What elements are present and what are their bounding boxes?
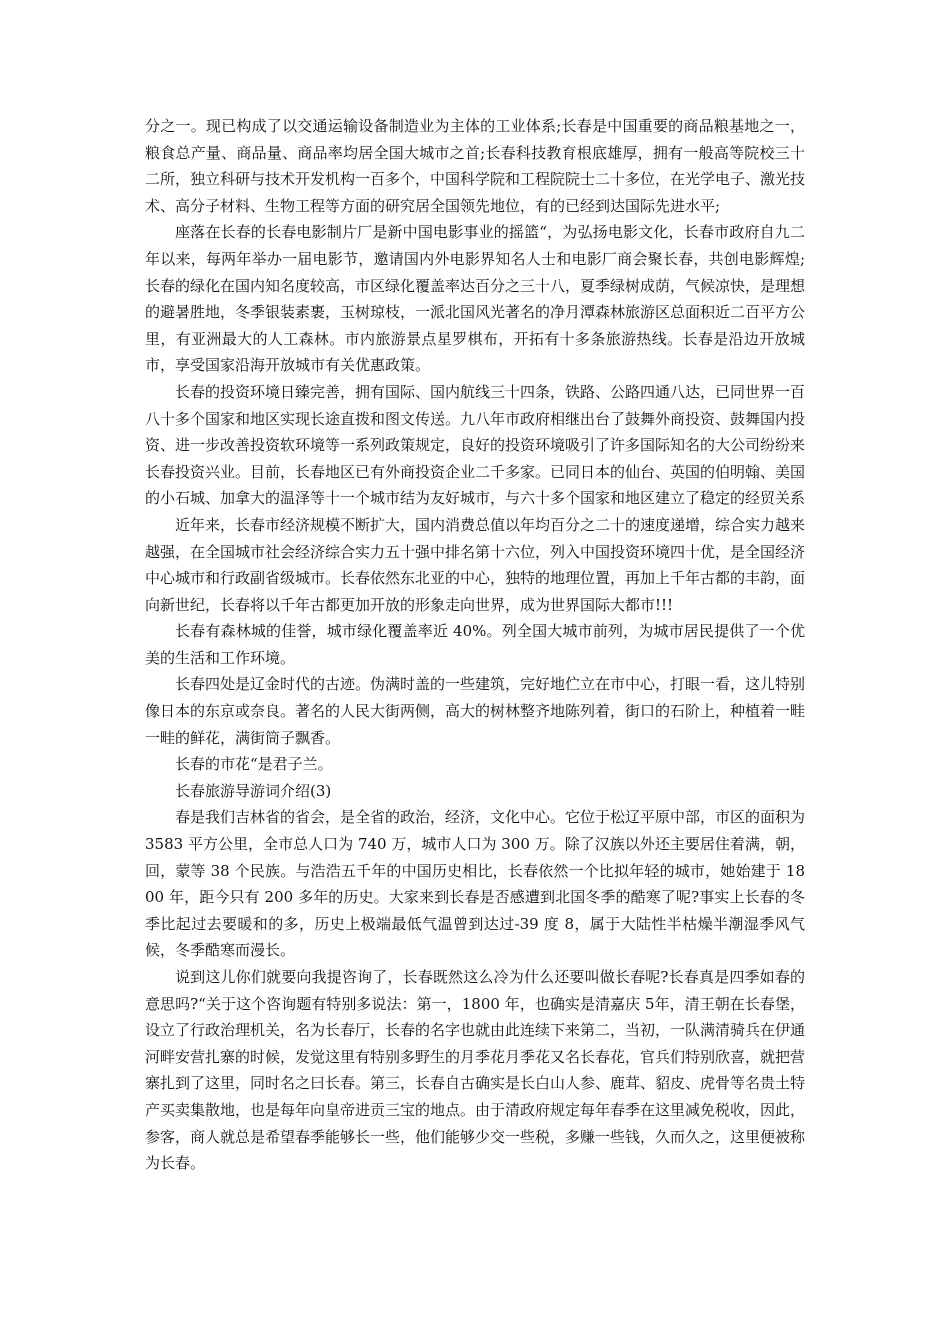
paragraph-name-origin: 说到这儿你们就要向我提咨询了，长春既然这么冷为什么还要叫做长春呢?长春真是四季如春的意思吗?“关于这个咨询题有特别多说法：第一，1800 年，也确实是清嘉庆 5年，清王朝在长春堡，设立了行政治理机关，名为长春厅，长春的名字也就由此连续下来第二，当初，一队满清骑兵在伊通河畔安营扎寨的时候，发觉这里有特别多野生的月季花月季花又名长春花，官兵们特别欣喜，就把营寨扎到了这里，同时名之曰长春。第三，长春自古确实是长白山人参、鹿茸、貂皮、虎骨等名贵土特产买卖集散地，也是每年向皇帝进贡三宝的地点。由于清政府规定每年春季在这里减免税收，因此，参客，商人就总是希望春季能够长一些，他们能够少交一些税，多赚一些钱，久而久之，这里便被称为长春。 — [145, 968, 806, 1173]
paragraph-film-greening: 座落在长春的长春电影制片厂是新中国电影事业的摇篮“，为弘扬电影文化，长春市政府自九二年以来，每两年举办一届电影节，邀请国内外电影界知名人士和电影厂商会聚长春，共创电影辉煌;长春的绿化在国内知名度较高，市区绿化覆盖率达百分之三十八，夏季绿树成荫，气候凉快，是理想的避暑胜地，冬季银装素裹，玉树琼枝，一派北国风光著名的净月潭森林旅游区总面积近二百平方公里，有亚洲最大的人工森林。市内旅游景点星罗棋布，开拓有十多条旅游热线。长春是沿边开放城市，享受国家沿海开放城市有关优惠政策。 — [145, 223, 806, 375]
section-heading: 长春旅游导游词介绍(3) — [175, 781, 332, 800]
paragraph-investment: 长春的投资环境日臻完善，拥有国际、国内航线三十四条，铁路、公路四通八达，已同世界一百八十多个国家和地区实现长途直拨和图文传送。九八年市政府相继出台了鼓舞外商投资、鼓舞国内投资、进一步改善投资软环境等一系列政策规定，良好的投资环境吸引了许多国际知名的大公司纷纷来长春投资兴业。目前，长春地区已有外商投资企业二千多家。已同日本的仙台、英国的伯明翰、美国的小石城、加拿大的温泽等十一个城市结为友好城市，与六十多个国家和地区建立了稳定的经贸关系 — [145, 382, 806, 508]
paragraph-historic-sites: 长春四处是辽金时代的古迹。伪满时盖的一些建筑，完好地伫立在市中心，打眼一看，这儿特别像日本的东京或奈良。著名的人民大街两侧，高大的树林整齐地陈列着，街口的石阶上，种植着一畦一畦的鲜花，满街筒子飘香。 — [145, 675, 806, 747]
document-body — [145, 113, 805, 1177]
paragraph-economy: 近年来，长春市经济规模不断扩大，国内消费总值以年均百分之二十的速度递增，综合实力越来越强，在全国城市社会经济综合实力五十强中排名第十六位，列入中国投资环境四十优，是全国经济中心城市和行政副省级城市。长春依然东北亚的中心，独特的地理位置，再加上千年古都的丰韵，面向新世纪，长春将以千年古都更加开放的形象走向世界，成为世界国际大都市!!! — [145, 515, 806, 614]
paragraph-city-flower: 长春的市花“是君子兰。 — [175, 755, 333, 774]
paragraph-overview: 春是我们吉林省的省会，是全省的政治，经济，文化中心。它位于松辽平原中部，市区的面积为 3583 平方公里，全市总人口为 740 万，城市人口为 300 万。除了汉族以外还主要居住着满，朝，回，蒙等 38 个民族。与浩浩五千年的中国历史相比，长春依然一个比拟年轻的城市，她始建于 1800 年，距今只有 200 多年的历史。大家来到长春是否感遭到北国冬季的酷寒了呢?事实上长春的冬季比起过去要暖和的多，历史上极端最低气温曾到达过-39 度 8，属于大陆性半枯燥半潮湿季风气候，冬季酷寒而漫长。 — [145, 808, 806, 960]
paragraph-forest-city: 长春有森林城的佳誉，城市绿化覆盖率近 40%。列全国大城市前列，为城市居民提供了一个优美的生活和工作环境。 — [145, 622, 805, 667]
paragraph-industry-education: 分之一。现已构成了以交通运输设备制造业为主体的工业体系;长春是中国重要的商品粮基地之一，粮食总产量、商品量、商品率均居全国大城市之首;长春科技教育根底雄厚，拥有一般高等院校三十二所，独立科研与技术开发机构一百多个，中国科学院和工程院院士二十多位，在光学电子、激光技术、高分子材料、生物工程等方面的研究居全国领先地位，有的已经到达国际先进水平; — [145, 117, 806, 215]
